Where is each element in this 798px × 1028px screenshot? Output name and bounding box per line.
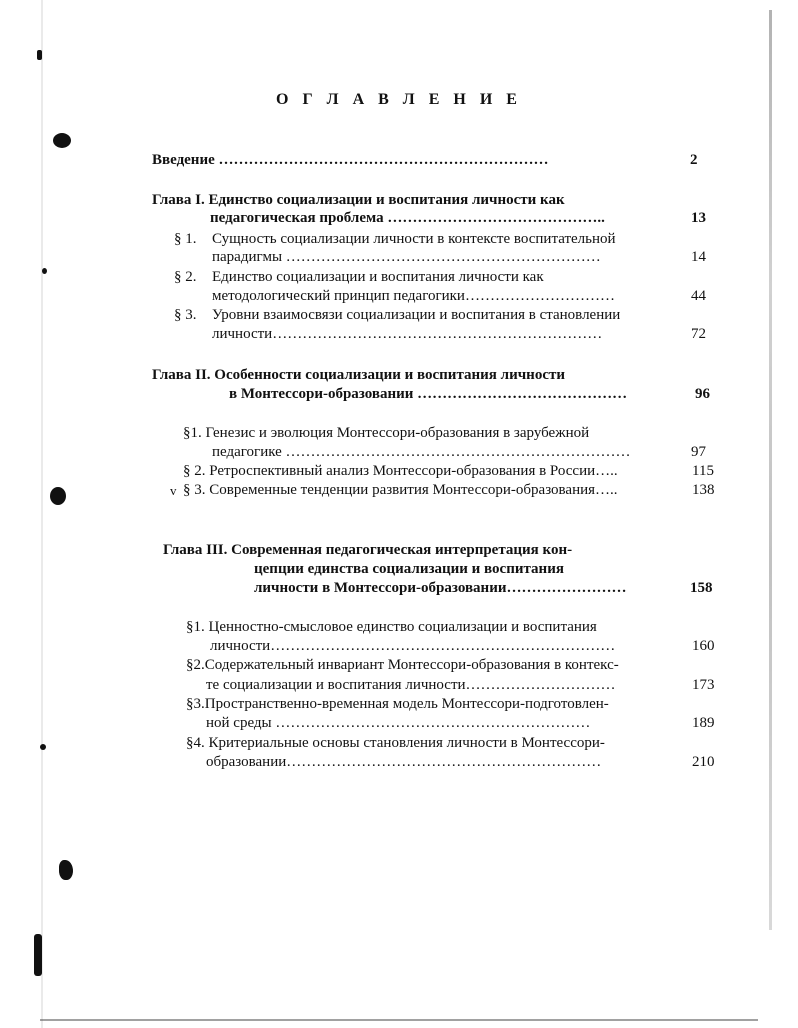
scan-blot — [59, 860, 73, 880]
scan-blot — [53, 133, 71, 148]
toc-intro — [152, 151, 549, 169]
scan-blot — [50, 487, 66, 505]
scan-right-edge — [769, 10, 772, 930]
toc-ch3-s2-line1: §2.Содержательный инвариант Монтессори-образования в контекс- — [186, 657, 619, 673]
toc-ch3-s3-line1: §3.Пространственно-временная модель Монтессори-подготовлен- — [186, 696, 609, 712]
toc-ch3-s1-line1: §1. Ценностно-смысловое единство социализации и воспитания — [186, 619, 597, 635]
toc-ch3-page: 158 — [690, 580, 713, 596]
toc-ch2-s2-page: 115 — [692, 463, 714, 479]
scan-left-edge — [41, 0, 43, 1028]
toc-intro-dots: ………………………………………………………… — [218, 152, 549, 168]
toc-ch1-s2-line2: методологический принцип педагогики………………………… — [212, 288, 615, 304]
toc-ch2-s1-page: 97 — [691, 444, 706, 460]
toc-ch3-s2-line2: те социализации и воспитания личности………………………… — [206, 677, 616, 693]
toc-intro-label: Введение — [152, 152, 215, 168]
toc-ch3-title-2: цепции единства социализации и воспитания — [254, 561, 564, 577]
toc-ch1-s1-page: 14 — [691, 249, 706, 265]
toc-ch1-s2-num: § 2. — [174, 269, 197, 285]
toc-intro-page: 2 — [690, 152, 698, 168]
page-title: О Г Л А В Л Е Н И Е — [276, 91, 522, 108]
toc-ch3-s1-line2: личности…………………………………………………………… — [210, 638, 616, 654]
toc-ch3-s4-page: 210 — [692, 754, 715, 770]
toc-ch2-title-2: в Монтессори-образовании …………………………………… — [229, 386, 628, 402]
toc-ch3-s3-page: 189 — [692, 715, 715, 731]
toc-ch2-s1-line1: §1. Генезис и эволюция Монтессори-образования в зарубежной — [183, 425, 590, 441]
toc-ch2-s3-line1: § 3. Современные тенденции развития Монтессори-образования….. — [183, 482, 618, 498]
toc-ch1-s1-line1: Сущность социализации личности в контексте воспитательной — [212, 231, 616, 247]
toc-ch1-s3-page: 72 — [691, 326, 706, 342]
toc-ch2-s3-page: 138 — [692, 482, 715, 498]
toc-ch3-s2-page: 173 — [692, 677, 715, 693]
toc-ch2-page: 96 — [695, 386, 710, 402]
toc-ch3-title-3: личности в Монтессори-образовании…………………… — [254, 580, 627, 596]
toc-ch1-s3-line2: личности………………………………………………………… — [212, 326, 603, 342]
toc-ch3-title-1: Глава III. Современная педагогическая интерпретация кон- — [163, 542, 573, 558]
toc-ch3-s1-page: 160 — [692, 638, 715, 654]
scan-blot — [42, 268, 47, 274]
scan-bottom-edge — [40, 1019, 758, 1021]
toc-ch3-s4-line2: образовании……………………………………………………… — [206, 754, 602, 770]
toc-ch1-page: 13 — [691, 210, 706, 226]
toc-ch2-s1-line2: педагогике …………………………………………………………… — [212, 444, 631, 460]
scan-blot — [40, 744, 46, 750]
toc-ch1-title-1: Глава I. Единство социализации и воспитания личности как — [152, 192, 565, 208]
toc-ch1-s3-num: § 3. — [174, 307, 197, 323]
scan-blot — [34, 934, 42, 976]
toc-ch2-s2-line1: § 2. Ретроспективный анализ Монтессори-образования в России….. — [183, 463, 618, 479]
toc-ch1-title-2: педагогическая проблема …………………………………….. — [210, 210, 605, 226]
toc-ch2-title-1: Глава II. Особенности социализации и воспитания личности — [152, 367, 565, 383]
toc-ch3-s3-line2: ной среды ……………………………………………………… — [206, 715, 591, 731]
toc-ch1-s2-line1: Единство социализации и воспитания личности как — [212, 269, 544, 285]
toc-ch2-s3-mark: v — [170, 483, 177, 498]
toc-ch1-s2-page: 44 — [691, 288, 706, 304]
toc-ch3-s4-line1: §4. Критериальные основы становления личности в Монтессори- — [186, 735, 605, 751]
toc-ch1-s3-line1: Уровни взаимосвязи социализации и воспитания в становлении — [212, 307, 621, 323]
scan-blot — [37, 50, 42, 60]
toc-ch1-s1-line2: парадигмы ……………………………………………………… — [212, 249, 601, 265]
toc-ch1-s1-num: § 1. — [174, 231, 197, 247]
